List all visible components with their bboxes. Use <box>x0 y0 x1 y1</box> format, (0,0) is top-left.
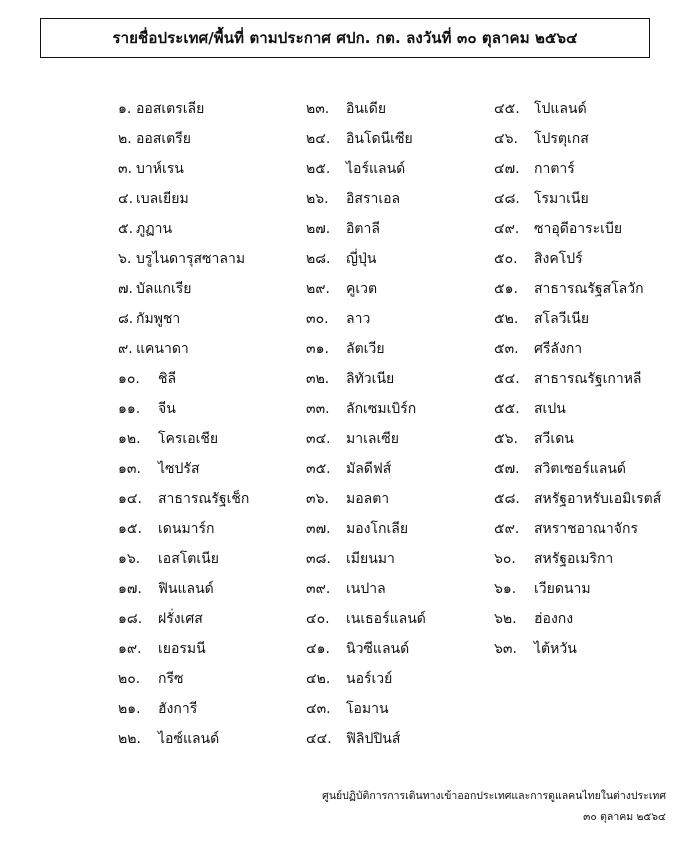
item-number: ๑๓. <box>118 461 141 477</box>
list-item <box>306 154 426 184</box>
item-number: ๕๖. <box>494 431 518 447</box>
list-item <box>118 484 249 514</box>
item-number: ๕. <box>118 221 134 237</box>
item-number: ๓๖. <box>306 491 329 507</box>
list-item <box>118 244 249 274</box>
item-number: ๕๕. <box>494 401 520 417</box>
item-number: ๑๑. <box>118 401 141 417</box>
list-item <box>306 94 426 124</box>
list-item <box>306 694 426 724</box>
list-item <box>494 124 661 154</box>
item-number: ๔. <box>118 191 134 207</box>
item-number: ๒๒. <box>118 731 141 747</box>
country-name: อินโดนีเซีย <box>346 131 413 147</box>
item-number: ๔๙. <box>494 221 520 237</box>
item-number: ๑๐. <box>118 371 140 387</box>
country-name: ลักเซมเบิร์ก <box>346 401 417 417</box>
country-name: ลัตเวีย <box>346 341 385 357</box>
country-column-1 <box>118 94 249 754</box>
item-number: ๔๐. <box>306 611 330 627</box>
country-name: ภูฏาน <box>136 221 173 237</box>
list-item <box>494 634 661 664</box>
item-number: ๖๒. <box>494 611 517 627</box>
country-name: ลิทัวเนีย <box>346 371 395 387</box>
list-item <box>306 544 426 574</box>
list-item <box>494 154 661 184</box>
item-number: ๖๐. <box>494 551 516 567</box>
item-number: ๒๘. <box>306 251 331 267</box>
list-item <box>118 724 249 754</box>
country-name: ญี่ปุ่น <box>346 251 377 267</box>
list-item <box>306 664 426 694</box>
item-number: ๒๓. <box>306 101 330 117</box>
country-name: บรูไนดารุสซาลาม <box>136 251 246 267</box>
item-number: ๒๔. <box>306 131 331 147</box>
item-number: ๘. <box>118 311 134 327</box>
country-name: ออสเตรีย <box>136 131 191 147</box>
item-number: ๒๙. <box>306 281 330 297</box>
list-item <box>118 424 249 454</box>
item-number: ๙. <box>118 341 133 357</box>
country-name: ฮังการี <box>158 701 198 717</box>
list-item <box>118 184 249 214</box>
country-name: ซาอุดีอาระเบีย <box>534 221 623 237</box>
item-number: ๕๔. <box>494 371 520 387</box>
country-name: ลาว <box>346 311 371 327</box>
list-item <box>306 304 426 334</box>
item-number: ๕๘. <box>494 491 520 507</box>
country-name: ฮ่องกง <box>534 611 574 627</box>
footer <box>322 786 666 828</box>
country-name: สิงคโปร์ <box>534 251 583 267</box>
list-item <box>494 94 661 124</box>
list-item <box>118 574 249 604</box>
country-name: ไซปรัส <box>158 461 200 477</box>
list-item <box>306 334 426 364</box>
country-name: ฟิลิปปินส์ <box>346 731 401 747</box>
document-title: รายชื่อประเทศ/พื้นที่ ตามประกาศ ศปก. กต. ลงวันที่ ๓๐ ตุลาคม ๒๕๖๔ <box>112 29 578 47</box>
item-number: ๖. <box>118 251 132 267</box>
country-name: สเปน <box>534 401 566 417</box>
country-name: สหราชอาณาจักร <box>534 521 638 537</box>
list-item <box>494 544 661 574</box>
country-name: เนปาล <box>346 581 386 597</box>
country-name: เยอรมนี <box>158 641 206 657</box>
item-number: ๔๘. <box>494 191 520 207</box>
list-item <box>306 514 426 544</box>
item-number: ๒๕. <box>306 161 331 177</box>
country-name: โปรตุเกส <box>534 131 589 147</box>
country-name: กาตาร์ <box>534 161 575 177</box>
item-number: ๓๔. <box>306 431 331 447</box>
country-name: โปแลนด์ <box>534 101 587 117</box>
list-item <box>306 574 426 604</box>
item-number: ๒. <box>118 131 132 147</box>
item-number: ๔๑. <box>306 641 330 657</box>
item-number: ๔๗. <box>494 161 520 177</box>
item-number: ๕๐. <box>494 251 518 267</box>
country-name: สาธารณรัฐเช็ก <box>158 491 250 507</box>
country-name: ศรีลังกา <box>534 341 583 357</box>
country-name: อิตาลี <box>346 221 380 237</box>
country-name: สโลวีเนีย <box>534 311 590 327</box>
item-number: ๑๖. <box>118 551 141 567</box>
list-item <box>118 94 249 124</box>
item-number: ๓๒. <box>306 371 330 387</box>
country-name: เมียนมา <box>346 551 395 567</box>
country-name: สาธารณรัฐเกาหลี <box>534 371 642 387</box>
list-item <box>494 304 661 334</box>
country-name: โรมาเนีย <box>534 191 589 207</box>
list-item <box>494 424 661 454</box>
item-number: ๑๕. <box>118 521 142 537</box>
list-item <box>118 694 249 724</box>
list-item <box>494 184 661 214</box>
item-number: ๗. <box>118 281 133 297</box>
list-item <box>494 604 661 634</box>
country-name: มอลตา <box>346 491 390 507</box>
item-number: ๕๓. <box>494 341 519 357</box>
country-name: อิสราเอล <box>346 191 401 207</box>
list-item <box>494 244 661 274</box>
item-number: ๔๖. <box>494 131 518 147</box>
list-item <box>118 214 249 244</box>
country-name: เดนมาร์ก <box>158 521 215 537</box>
country-name: อินเดีย <box>346 101 387 117</box>
list-item <box>306 184 426 214</box>
item-number: ๔๕. <box>494 101 520 117</box>
list-item <box>306 484 426 514</box>
country-name: นิวซีแลนด์ <box>346 641 410 657</box>
country-name: ไอซ์แลนด์ <box>158 731 220 747</box>
item-number: ๑๒. <box>118 431 141 447</box>
item-number: ๓. <box>118 161 133 177</box>
item-number: ๓๓. <box>306 401 330 417</box>
country-name: มองโกเลีย <box>346 521 409 537</box>
country-name: นอร์เวย์ <box>346 671 393 687</box>
country-name: สาธารณรัฐสโลวัก <box>534 281 644 297</box>
footer-date: ๓๐ ตุลาคม ๒๕๖๔ <box>583 811 666 823</box>
list-item <box>306 244 426 274</box>
list-item <box>118 664 249 694</box>
country-name: บัลแกเรีย <box>136 281 192 297</box>
country-name: สวีเดน <box>534 431 574 447</box>
item-number: ๕๒. <box>494 311 519 327</box>
country-name: เบลเยียม <box>136 191 189 207</box>
list-item <box>494 514 661 544</box>
country-name: คูเวต <box>346 281 378 297</box>
list-item <box>118 304 249 334</box>
item-number: ๓๘. <box>306 551 331 567</box>
country-name: เนเธอร์แลนด์ <box>346 611 426 627</box>
list-item <box>494 454 661 484</box>
country-name: กัมพูชา <box>136 311 181 327</box>
list-item <box>118 634 249 664</box>
list-item <box>118 454 249 484</box>
list-item <box>494 574 661 604</box>
footer-organization: ศูนย์ปฏิบัติการการเดินทางเข้าออกประเทศและการดูแลคนไทยในต่างประเทศ <box>322 790 666 802</box>
country-name: แคนาดา <box>136 341 189 357</box>
country-name: สหรัฐอเมริกา <box>534 551 614 567</box>
list-item <box>118 544 249 574</box>
list-item <box>306 724 426 754</box>
country-name: ชิลี <box>158 371 177 387</box>
list-item <box>118 334 249 364</box>
item-number: ๖๓. <box>494 641 517 657</box>
item-number: ๕๗. <box>494 461 520 477</box>
item-number: ๓๐. <box>306 311 329 327</box>
list-item <box>118 124 249 154</box>
list-item <box>306 454 426 484</box>
item-number: ๑๘. <box>118 611 143 627</box>
item-number: ๒๖. <box>306 191 329 207</box>
list-item <box>118 274 249 304</box>
item-number: ๒๗. <box>306 221 331 237</box>
item-number: ๖๑. <box>494 581 517 597</box>
country-name: โอมาน <box>346 701 389 717</box>
list-item <box>306 124 426 154</box>
item-number: ๑. <box>118 101 132 117</box>
list-item <box>494 274 661 304</box>
list-item <box>306 274 426 304</box>
country-name: ไอร์แลนด์ <box>346 161 406 177</box>
item-number: ๑๙. <box>118 641 142 657</box>
list-item <box>118 394 249 424</box>
country-name: โครเอเชีย <box>158 431 219 447</box>
item-number: ๕๑. <box>494 281 518 297</box>
item-number: ๒๑. <box>118 701 141 717</box>
list-item <box>306 424 426 454</box>
item-number: ๒๐. <box>118 671 141 687</box>
list-item <box>118 364 249 394</box>
country-name: ออสเตรเลีย <box>136 101 205 117</box>
item-number: ๔๔. <box>306 731 332 747</box>
item-number: ๑๔. <box>118 491 142 507</box>
item-number: ๓๗. <box>306 521 331 537</box>
item-number: ๑๗. <box>118 581 142 597</box>
list-item <box>494 334 661 364</box>
item-number: ๔๒. <box>306 671 331 687</box>
country-name: สวิตเซอร์แลนด์ <box>534 461 626 477</box>
country-name: เวียดนาม <box>534 581 591 597</box>
country-name: ฟินแลนด์ <box>158 581 214 597</box>
country-name: ฝรั่งเศส <box>158 611 203 627</box>
item-number: ๓๙. <box>306 581 331 597</box>
list-item <box>118 604 249 634</box>
list-item <box>118 514 249 544</box>
item-number: ๕๙. <box>494 521 520 537</box>
list-item <box>306 634 426 664</box>
country-column-3 <box>494 94 661 664</box>
country-name: กรีซ <box>158 671 184 687</box>
country-name: บาห์เรน <box>136 161 184 177</box>
list-item <box>494 394 661 424</box>
list-item <box>306 394 426 424</box>
country-name: จีน <box>158 401 176 417</box>
list-item <box>306 214 426 244</box>
country-name: มัลดีฟส์ <box>346 461 392 477</box>
list-item <box>494 364 661 394</box>
country-name: สหรัฐอาหรับเอมิเรตส์ <box>534 491 662 507</box>
country-name: ไต้หวัน <box>534 641 577 657</box>
country-name: มาเลเซีย <box>346 431 399 447</box>
list-item <box>306 364 426 394</box>
country-column-2 <box>306 94 426 754</box>
title-box <box>40 18 650 58</box>
item-number: ๓๑. <box>306 341 329 357</box>
item-number: ๔๓. <box>306 701 331 717</box>
list-item <box>494 214 661 244</box>
list-item <box>306 604 426 634</box>
list-item <box>118 154 249 184</box>
item-number: ๓๕. <box>306 461 331 477</box>
list-item <box>494 484 661 514</box>
country-name: เอสโตเนีย <box>158 551 219 567</box>
